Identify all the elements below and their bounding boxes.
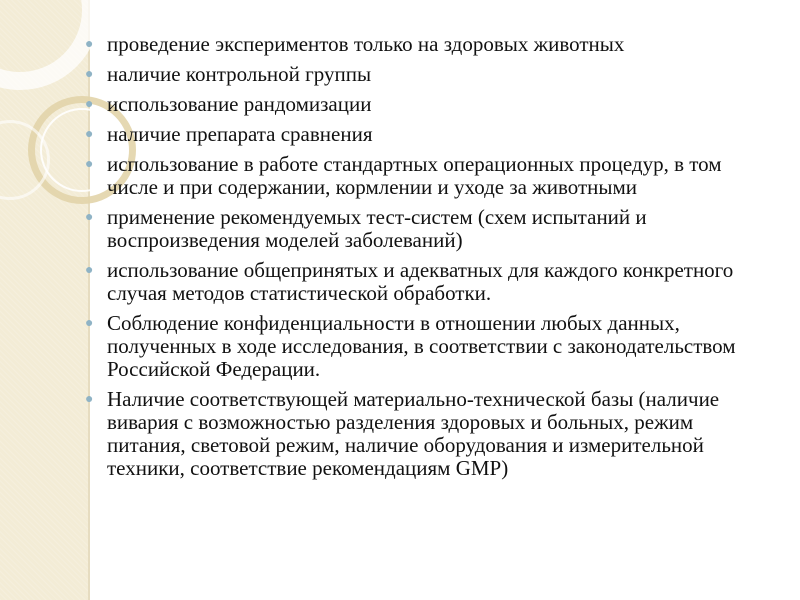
list-item [84, 259, 744, 305]
list-item-text: использование в работе стандартных операционных процедур, в том числе и при содержании, кормлении и уходе за животными [107, 152, 722, 199]
list-item-text: Наличие соответствующей материально-технической базы (наличие вивария с возможностью разделения здоровых и больных, режим питания, световой режим, наличие оборудования и измерительной техники, соответствие рекомендациям GMP) [107, 387, 720, 480]
list-item [84, 312, 744, 381]
bullet-icon: ● [85, 127, 94, 142]
list-item [84, 206, 744, 252]
bullet-icon: ● [85, 392, 94, 407]
decorative-side-band [0, 0, 88, 600]
bullet-icon: ● [85, 37, 94, 52]
bullet-icon: ● [85, 316, 94, 331]
bullet-icon: ● [85, 67, 94, 82]
list-item-text: использование рандомизации [107, 92, 372, 116]
list-item [84, 123, 744, 146]
bullet-icon: ● [85, 157, 94, 172]
bullet-icon: ● [85, 210, 94, 225]
list-item [84, 33, 744, 56]
list-item [84, 388, 744, 480]
requirements-list [84, 33, 744, 487]
list-item-text: применение рекомендуемых тест-систем (схем испытаний и воспроизведения моделей заболеваний) [107, 205, 647, 252]
list-item-text: Соблюдение конфиденциальности в отношении любых данных, полученных в ходе исследования, в соответствии с законодательством Российской Федерации. [107, 311, 736, 381]
list-item-text: использование общепринятых и адекватных для каждого конкретного случая методов статистической обработки. [107, 258, 734, 305]
bullet-icon: ● [85, 97, 94, 112]
list-item-text: проведение экспериментов только на здоровых животных [107, 32, 625, 56]
list-item [84, 93, 744, 116]
list-item [84, 153, 744, 199]
list-item-text: наличие препарата сравнения [107, 122, 373, 146]
list-item [84, 63, 744, 86]
bullet-icon: ● [85, 263, 94, 278]
list-item-text: наличие контрольной группы [107, 62, 372, 86]
